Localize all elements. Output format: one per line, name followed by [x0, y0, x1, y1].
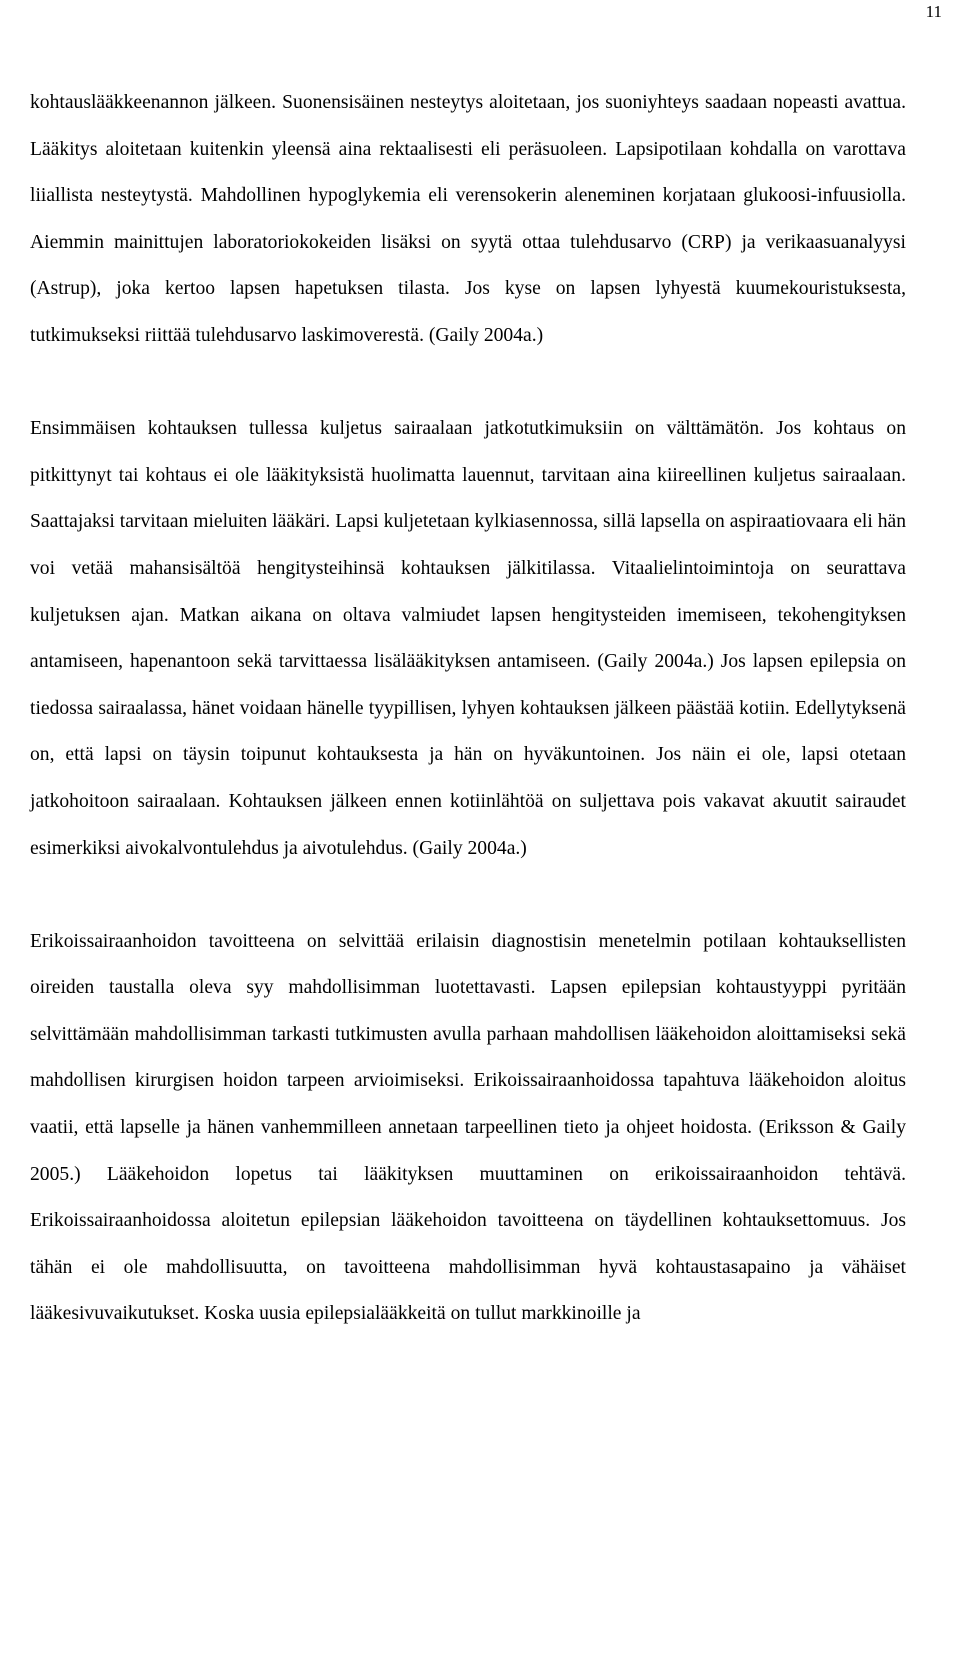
paragraph-3: Erikoissairaanhoidon tavoitteena on selvittää erilaisin diagnostisin menetelmin potilaan kohtauksellisten oireiden taustalla oleva syy mahdollisimman luotettavasti. Lapsen epilepsian kohtaustyyppi pyritään selvittämään mahdollisimman tarkasti tutkimusten avulla parhaan mahdollisen lääkehoidon aloittamiseksi sekä mahdollisen kirurgisen hoidon tarpeen arvioimiseksi. Erikoissairaanhoidossa tapahtuva lääkehoidon aloitus vaatii, että lapselle ja hänen vanhemmilleen annetaan tarpeellinen tieto ja ohjeet hoidosta. (Eriksson & Gaily 2005.) Lääkehoidon lopetus tai lääkityksen muuttaminen on erikoissairaanhoidon tehtävä. Erikoissairaanhoidossa aloitetun epilepsian lääkehoidon tavoitteena on täydellinen kohtauksettomuus. Jos tähän ei ole mahdollisuutta, on tavoitteena mahdollisimman hyvä kohtaustasapaino ja vähäiset lääkesivuvaikutukset. Koska uusia epilepsialääkkeitä on tullut markkinoille ja: [30, 930, 906, 1325]
document-body: [30, 80, 906, 1338]
paragraph-gap: [30, 872, 906, 919]
page-number: 11: [925, 2, 942, 21]
paragraph-1: kohtauslääkkeenannon jälkeen. Suonensisäinen nesteytys aloitetaan, jos suoniyhteys saadaan nopeasti avattua. Lääkitys aloitetaan kuitenkin yleensä aina rektaalisesti eli peräsuoleen. Lapsipotilaan kohdalla on varottava liiallista nesteytystä. Mahdollinen hypoglykemia eli verensokerin aleneminen korjataan glukoosi-infuusiolla. Aiemmin mainittujen laboratoriokokeiden lisäksi on syytä ottaa tulehdusarvo (CRP) ja verikaasuanalyysi (Astrup), joka kertoo lapsen hapetuksen tilasta. Jos kyse on lapsen lyhyestä kuumekouristuksesta, tutkimukseksi riittää tulehdusarvo laskimoverestä. (Gaily 2004a.): [30, 92, 906, 346]
paragraph-2: Ensimmäisen kohtauksen tullessa kuljetus sairaalaan jatkotutkimuksiin on välttämätön. Jos kohtaus on pitkittynyt tai kohtaus ei ole lääkityksistä huolimatta lauennut, tarvitaan aina kiireellinen kuljetus sairaalaan. Saattajaksi tarvitaan mieluiten lääkäri. Lapsi kuljetetaan kylkiasennossa, sillä lapsella on aspiraatiovaara eli hän voi vetää mahansisältöä hengitysteihinsä kohtauksen jälkitilassa. Vitaalielintoimintoja on seurattava kuljetuksen ajan. Matkan aikana on oltava valmiudet lapsen hengitysteiden imemiseen, tekohengityksen antamiseen, hapenantoon sekä tarvittaessa lisälääkityksen antamiseen. (Gaily 2004a.) Jos lapsen epilepsia on tiedossa sairaalassa, hänet voidaan hänelle tyypillisen, lyhyen kohtauksen jälkeen päästää kotiin. Edellytyksenä on, että lapsi on täysin toipunut kohtauksesta ja hän on hyväkuntoinen. Jos näin ei ole, lapsi otetaan jatkohoitoon sairaalaan. Kohtauksen jälkeen ennen kotiinlähtöä on suljettava pois vakavat akuutit sairaudet esimerkiksi aivokalvontulehdus ja aivotulehdus. (Gaily 2004a.): [30, 418, 906, 859]
paragraph-gap: [30, 360, 906, 407]
